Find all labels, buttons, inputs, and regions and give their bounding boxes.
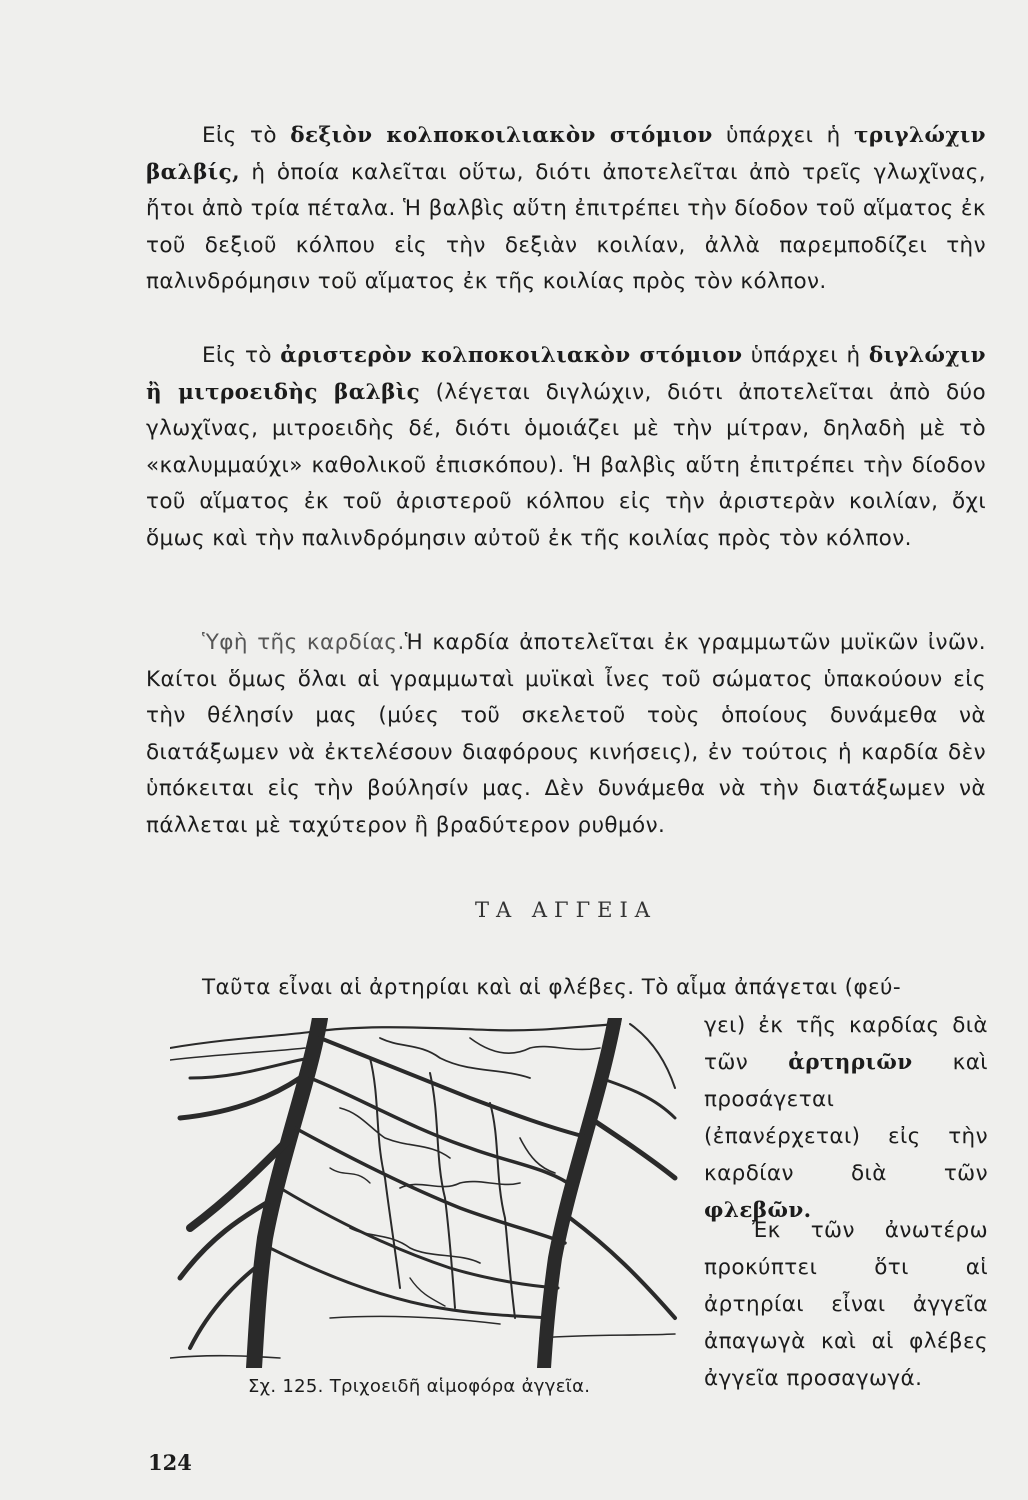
term-tricuspid-valve: τριγλώχιν βαλβίς, [146, 123, 986, 185]
figure-caption: Σχ. 125. Τριχοειδῆ αἱμοφόρα ἀγγεῖα. [248, 1376, 591, 1397]
term-mitral-valve: διγλώχιν ἢ μιτροειδὴς βαλβὶς [146, 343, 986, 405]
term-right-av-orifice: δεξιὸν κολποκοιλιακὸν στόμιον [290, 123, 713, 148]
paragraph-arteries-veins: γει) ἐκ τῆς καρδίας διὰ τῶν ἀρτηριῶν καὶ προσάγεται (ἐπανέρχεται) εἰς τὴν καρδίαν διὰ τῶν φλεβῶν. [704, 1013, 988, 1223]
paragraph-mitral-valve: Εἰς τὸ ἀριστερὸν κολποκοιλιακὸν στόμιον ὑπάρχει ἡ διγλώχιν ἢ μιτροειδὴς βαλβὶς (λέγεται διγλώχιν, διότι ἀποτελεῖται ἀπὸ δύο γλωχῖνας, μιτροειδὴς δέ, διότι ὁμοιάζει μὲ τὴν μίτραν, δηλαδὴ μὲ τὸ «καλυμμαύχι» καθολικοῦ ἐπισκόπου). Ἡ βαλβὶς αὕτη ἐπιτρέπει τὴν δίοδον τοῦ αἵματος ἐκ τοῦ ἀριστεροῦ κόλπου εἰς τὴν ἀριστερὰν κοιλίαν, ὄχι ὅμως καὶ τὴν παλινδρόμησιν αὐτοῦ ἐκ τῆς κοιλίας πρὸς τὸν κόλπον. [146, 343, 987, 551]
paragraph-heart-structure: Ὑφὴ τῆς καρδίας.Ἡ καρδία ἀποτελεῖται ἐκ γραμμωτῶν μυϊκῶν ἰνῶν. Καίτοι ὅμως ὅλαι αἱ γραμμωταὶ μυϊκαὶ ἶνες τοῦ σώματος ὑπακούουν εἰς τὴν θέλησίν μας (μύες τοῦ σκελετοῦ τοὺς ὁποίους δυνάμεθα νὰ διατάξωμεν νὰ ἐκτελέσουν διαφόρους κινήσεις), ἐν τούτοις ἡ καρδία δὲν ὑπόκειται εἰς τὴν βούλησίν μας. Δὲν δυνάμεθα νὰ τὴν διατάξωμεν νὰ πάλλεται μὲ ταχύτερον ἢ βραδύτερον ρυθμόν. [146, 630, 986, 838]
paragraph-conclusion: Ἐκ τῶν ἀνωτέρω προκύπτει ὅτι αἱ ἀρτηρίαι εἶναι ἀγγεῖα ἀπαγωγὰ καὶ αἱ φλέβες ἀγγεῖα προσαγωγά. [704, 1218, 988, 1391]
term-arteries: ἀρτηριῶν [788, 1050, 913, 1075]
page-number: 124 [148, 1450, 192, 1475]
term-veins: φλεβῶν. [704, 1198, 812, 1223]
lead-heart-structure: Ὑφὴ τῆς καρδίας. [202, 630, 405, 655]
term-left-av-orifice: ἀριστερὸν κολποκοιλιακὸν στόμιον [280, 343, 743, 368]
paragraph-tricuspid-valve: Εἰς τὸ δεξιὸν κολποκοιλιακὸν στόμιον ὑπάρχει ἡ τριγλώχιν βαλβίς, ἡ ὁποία καλεῖται οὕτω, διότι ἀποτελεῖται ἀπὸ τρεῖς γλωχῖνας, ἤτοι ἀπὸ τρία πέταλα. Ἡ βαλβὶς αὕτη ἐπιτρέπει τὴν δίοδον τοῦ αἵματος ἐκ τοῦ δεξιοῦ κόλπου εἰς τὴν δεξιὰν κοιλίαν, ἀλλὰ παρεμποδίζει τὴν παλινδρόμησιν τοῦ αἵματος ἐκ τῆς κοιλίας πρὸς τὸν κόλπον. [146, 123, 986, 295]
section-heading-vessels: ΤΑ ΑΓΓΕΙΑ [475, 898, 657, 922]
paragraph-vessels-first-line: Ταῦτα εἶναι αἱ ἀρτηρίαι καὶ αἱ φλέβες. Τὸ αἷμα ἀπάγεται (φεύ- [202, 975, 902, 1000]
capillary-vessels-figure [170, 1018, 680, 1368]
